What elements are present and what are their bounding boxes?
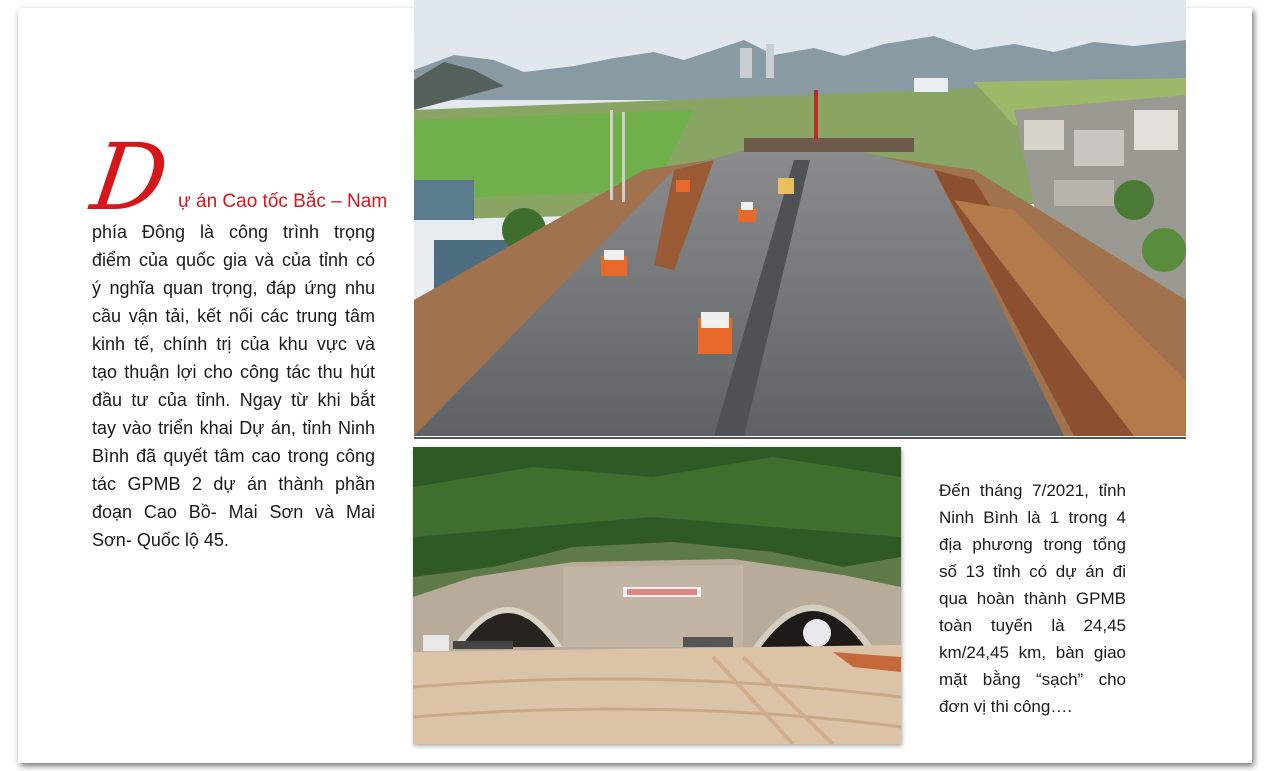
lead-line: Bình đã quyết tâm cao trong công xyxy=(92,446,375,466)
lead-line: tay vào triển khai Dự án, tỉnh Ninh xyxy=(92,418,375,438)
sidebar-line: số 13 tỉnh có dự án đi xyxy=(939,562,1126,581)
sidebar-line: qua hoàn thành GPMB xyxy=(939,589,1126,608)
sidebar-line: mặt bằng “sạch” cho xyxy=(939,670,1126,689)
lead-line: điểm của quốc gia và của tỉnh có xyxy=(92,250,375,270)
sidebar-line: km/24,45 km, bàn giao xyxy=(939,643,1126,662)
drop-cap: D xyxy=(85,124,175,231)
sidebar-line: đơn vị thi công…. xyxy=(939,697,1073,716)
twin-tunnel-portal-photo xyxy=(413,447,901,744)
lead-line: ý nghĩa quan trọng, đáp ứng nhu xyxy=(92,278,375,298)
lead-line: kinh tế, chính trị của khu vực và xyxy=(92,334,375,354)
lead-line: cầu vận tải, kết nối các trung tâm xyxy=(92,306,375,326)
sidebar-line: toàn tuyến là 24,45 xyxy=(939,616,1126,635)
lead-line: tạo thuận lợi cho công tác thu hút xyxy=(92,362,375,382)
lead-line: đoạn Cao Bồ- Mai Sơn và Mai xyxy=(92,502,375,522)
lead-line: tác GPMB 2 dự án thành phần xyxy=(92,474,375,494)
sidebar-line: Đến tháng 7/2021, tỉnh xyxy=(939,481,1126,500)
lead-line: đầu tư của tỉnh. Ngay từ khi bắt xyxy=(92,390,375,410)
lead-line: Sơn- Quốc lộ 45. xyxy=(92,530,229,550)
sidebar-line: Ninh Bình là 1 trong 4 xyxy=(939,508,1126,527)
lead-first-line: ự án Cao tốc Bắc – Nam xyxy=(178,191,388,212)
lead-line: phía Đông là công trình trọng xyxy=(92,222,375,242)
aerial-highway-construction-photo xyxy=(414,0,1186,436)
photo-divider xyxy=(414,437,1186,439)
sidebar-line: địa phương trong tổng xyxy=(939,535,1126,554)
